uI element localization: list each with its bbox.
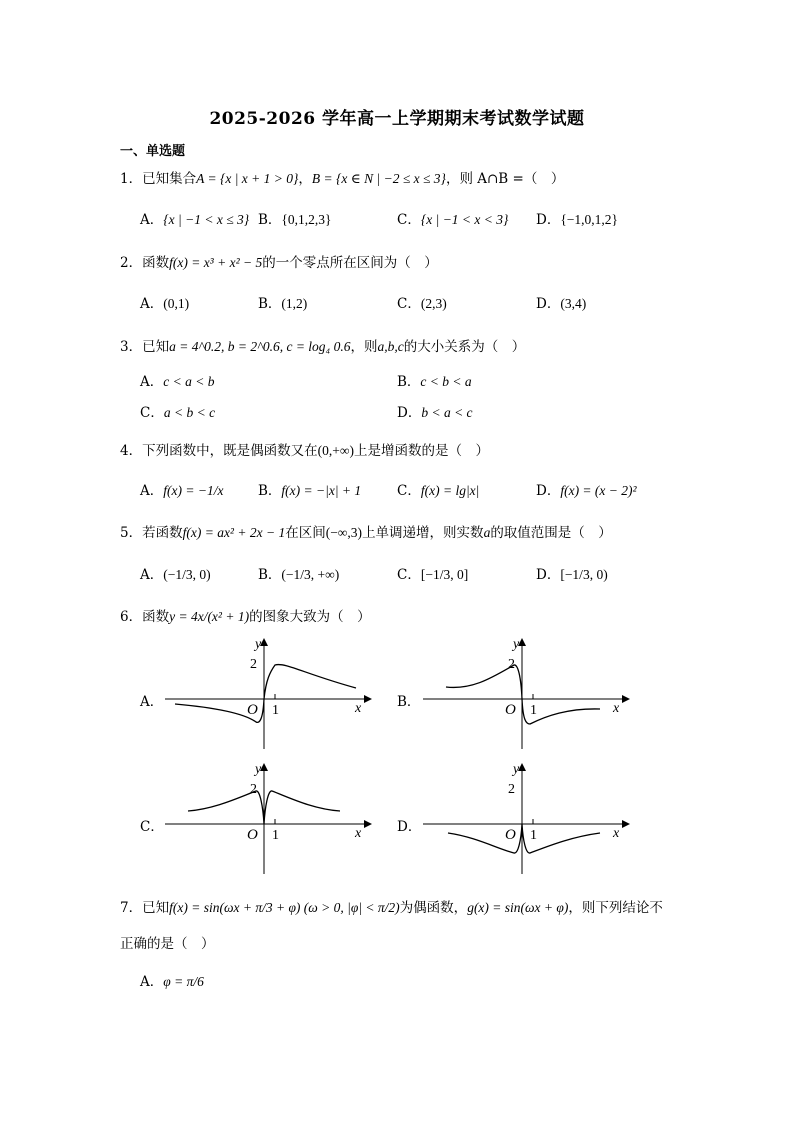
function-expression: f(x) = ax² + 2x − 1 [182,525,286,540]
question-7-option-a[interactable]: A．φ = π/6 [140,974,204,990]
x-axis-label: x [355,826,362,841]
tick-label-2: 2 [508,782,515,797]
question-2-option-a[interactable]: A．(0,1) [140,296,190,312]
question-5-option-d[interactable]: D．[−1/3, 0) [536,567,608,583]
origin-label: O [505,702,516,718]
y-axis-label: y [255,762,262,777]
question-4-option-d[interactable]: D．f(x) = (x − 2)² [536,483,637,499]
question-text: ，则 A∩B =（ ） [445,171,565,187]
y-axis-label: y [513,762,520,777]
question-3-option-b[interactable]: B．c < b < a [397,374,472,390]
question-6-option-b[interactable]: B． [397,694,421,710]
question-1-option-a[interactable]: A．{x | −1 < x ≤ 3} [140,212,250,228]
question-3-option-d[interactable]: D．b < a < c [397,405,473,421]
question-5-option-b[interactable]: B．(−1/3, +∞) [258,567,340,583]
function-expression: f(x) = sin(ωx + π/3 + φ) (ω > 0, |φ| < π/2) [169,900,400,915]
question-1-option-b[interactable]: B．{0,1,2,3} [258,212,332,228]
tick-label-1: 1 [272,828,279,843]
function-expression: f(x) = x³ + x² − 5 [169,255,263,270]
values-expression: a = 4^0.2, b = 2^0.6, c = log₄ 0.6 [169,339,351,354]
question-4-option-a[interactable]: A．f(x) = −1/x [140,483,224,499]
question-5-option-a[interactable]: A．(−1/3, 0) [140,567,211,583]
graph-b[interactable] [418,632,638,752]
question-2-stem: 2．函数f(x) = x³ + x² − 5的一个零点所在区间为（ ） [120,255,438,271]
origin-label: O [247,702,258,718]
graph-a-curve [175,665,356,723]
x-axis-label: x [355,701,362,716]
tick-label-1: 1 [530,703,537,718]
graph-d-curve [448,824,600,853]
question-6-option-d[interactable]: D． [397,819,422,835]
page-title: 2025-2026 学年高一上学期期末考试数学试题 [209,109,585,129]
question-3-option-a[interactable]: A．c < a < b [140,374,215,390]
question-2-option-c[interactable]: C．(2,3) [397,296,447,312]
tick-label-2: 2 [250,782,257,797]
origin-label: O [247,827,258,843]
question-4-option-b[interactable]: B．f(x) = −|x| + 1 [258,483,362,499]
question-1-stem [120,169,564,189]
tick-label-2: 2 [508,657,515,672]
tick-label-1: 1 [272,703,279,718]
question-7-stem-line2: 正确的是（ ） [120,936,215,952]
x-axis-label: x [613,701,620,716]
question-text: 已知集合 [142,171,197,187]
question-2-option-b[interactable]: B．(1,2) [258,296,308,312]
question-4-option-c[interactable]: C．f(x) = lg|x| [397,483,480,499]
question-1-option-d[interactable]: D．{−1,0,1,2} [536,212,619,228]
set-b-expression: B = {x ∈ N | −2 ≤ x ≤ 3} [311,171,446,186]
tick-label-2: 2 [250,657,257,672]
question-6-option-a[interactable]: A． [140,694,164,710]
question-6-stem: 6．函数y = 4x/(x² + 1)的图象大致为（ ） [120,609,371,625]
question-1-option-c[interactable]: C．{x | −1 < x < 3} [397,212,509,228]
interval-expression: (0,+∞) [317,443,354,458]
x-axis-label: x [613,826,620,841]
set-a-expression: A = {x | x + 1 > 0} [196,171,299,186]
separator: ， [298,171,312,187]
question-3-stem: 3．已知a = 4^0.2, b = 2^0.6, c = log₄ 0.6，则a,b,c的大小关系为（ ） [120,339,526,355]
graph-b-curve [446,665,600,724]
graph-d[interactable] [418,757,638,877]
question-5-option-c[interactable]: C．[−1/3, 0] [397,567,469,583]
origin-label: O [505,827,516,843]
tick-label-1: 1 [530,828,537,843]
function-expression: y = 4x/(x² + 1) [169,609,250,624]
y-axis-label: y [513,637,520,652]
question-4-stem: 4．下列函数中，既是偶函数又在(0,+∞)上是增函数的是（ ） [120,443,489,459]
question-3-option-c[interactable]: C．a < b < c [140,405,216,421]
section-heading: 一、单选题 [120,144,186,159]
g-function-expression: g(x) = sin(ωx + φ) [467,900,569,915]
question-number: 1． [120,171,143,187]
graph-a[interactable] [160,632,380,752]
question-5-stem: 5．若函数f(x) = ax² + 2x − 1在区间(−∞,3)上单调递增，则实数a的取值范围是（ ） [120,525,612,541]
question-7-stem: 7．已知f(x) = sin(ωx + π/3 + φ) (ω > 0, |φ| < π/2)为偶函数，g(x) = sin(ωx + φ)，则下列结论不 [120,900,663,916]
graph-c[interactable] [160,757,380,877]
y-axis-label: y [255,637,262,652]
question-6-option-c[interactable]: C． [140,819,164,835]
question-2-option-d[interactable]: D．(3,4) [536,296,587,312]
